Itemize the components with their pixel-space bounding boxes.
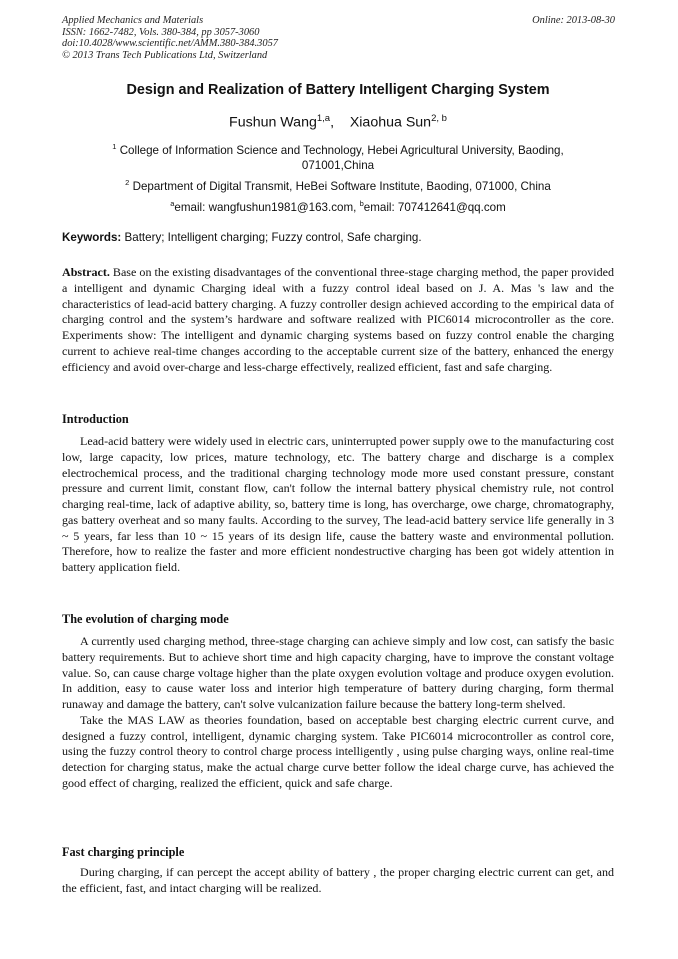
email-a: email: wangfushun1981@163.com, [174,200,357,214]
author-name: Xiaohua Sun [349,114,432,131]
abstract-label: Abstract. [62,265,110,279]
doi-line: doi:10.4028/www.scientific.net/AMM.380-384.3057 [62,38,278,50]
keywords-label: Keywords: [62,231,122,244]
abstract [62,265,614,375]
keywords-text: Battery; Intelligent charging; Fuzzy control, Safe charging. [124,231,422,244]
issn-line: ISSN: 1662-7482, Vols. 380-384, pp 3057-3060 [62,26,260,38]
author-line [62,113,614,131]
section-heading-fast-charging: Fast charging principle [62,845,185,859]
affiliation-number: 1 [112,142,117,151]
abstract-text: Base on the existing disadvantages of the conventional three-stage charging method, the paper provided a intelligent and dynamic Charging ideal with a fuzzy control ideal based on J. A. Mas 's law and the characteristics of lead-acid battery charging. A fuzzy controller design achieved according to the empirical data of charging control and the system’s hardware and software realized with PIC6014 microcontroller as the core. Experiments show: The intelligent and dynamic charging systems based on fuzzy control enable the charging current to achieve real-time changes according to the acceptable current size of the battery, enhanced the energy efficiency and avoid over-charge and less-charge effectively, realized efficient, fast and safe charging. [62,265,614,374]
copyright-line: © 2013 Trans Tech Publications Ltd, Switzerland [62,49,268,61]
paragraph: Lead-acid battery were widely used in electric cars, uninterrupted power supply owe to the manufacturing cost low, large capacity, low prices, mature technology, etc. The battery charge and discharge is a complex electrochemical process, and the traditional charging technology mode more used constant pressure, constant pressure and current limit, constant flow, can't follow the internal battery physical chemistry rule, not control charging real-time, lack of adaptive ability, so, battery time is long, has overcharge, owe charge, chromatography, gas battery overheat and so many faults. According to the survey, The lead-acid battery service life generally in 3 ~ 5 years, far less than 10 ~ 15 years of its design life, cause the battery waste and environmental pollution. Therefore, how to realize the faster and more efficient nondestructive charging has been got widely attention in battery application field. [62,434,614,574]
author-name: Fushun Wang [229,114,317,131]
email-superscript: a [170,199,175,208]
section-heading-introduction: Introduction [62,412,129,426]
paragraph: A currently used charging method, three-stage charging can achieve simply and low cost, can satisfy the basic battery requirements. But to achieve short time and high capacity charging, have to improve the constant voltage value. So, can cause charge voltage higher than the plate oxygen evolution voltage and produce oxygen evolution. In addition, easy to cause water loss and interior high temperature of battery during charging, form thermal runaway and damage the battery, can't solve vulcanization failure because the battery long-term shelved. [62,634,614,711]
evolution-body [62,634,614,792]
journal-header [62,15,278,61]
email-line [82,196,594,215]
author-superscript: 2, b [431,113,447,124]
fast-charging-body [62,865,614,897]
author-separator: , [330,114,335,131]
section-heading-evolution: The evolution of charging mode [62,612,229,626]
affiliation-2 [82,175,594,194]
affiliation-number: 2 [125,178,130,187]
email-b: email: 707412641@qq.com [363,200,506,214]
journal-name: Applied Mechanics and Materials [62,15,204,26]
author-superscript: 1,a [316,113,331,124]
paper-title: Design and Realization of Battery Intelligent Charging System [126,82,550,98]
paragraph: Take the MAS LAW as theories foundation, based on acceptable best charging electric current curve, and designed a fuzzy control, intelligent, dynamic charging system. Take PIC6014 microcontroller as control core, using the fuzzy control theory to control charge process intelligently , using pulse charging ways, online real-time detection for charging status, make the actual charge curve better follow the ideal charge curve, has achieved the good effect of charging, realized the efficient, quick and safe charge. [62,712,614,790]
keywords [62,231,614,244]
introduction-body [62,434,614,576]
online-date: Online: 2013-08-30 [532,15,615,26]
email-superscript: b [359,199,364,208]
paragraph: During charging, if can percept the accept ability of battery , the proper charging electric current can get, and the efficient, fast, and intact charging will be realized. [62,865,614,895]
affiliation-text: Department of Digital Transmit, HeBei Software Institute, Baoding, 071000, China [132,179,551,193]
affiliation-text: College of Information Science and Technology, Hebei Agricultural University, Baoding, 071001,China [119,143,564,172]
affiliation-1 [82,139,594,173]
